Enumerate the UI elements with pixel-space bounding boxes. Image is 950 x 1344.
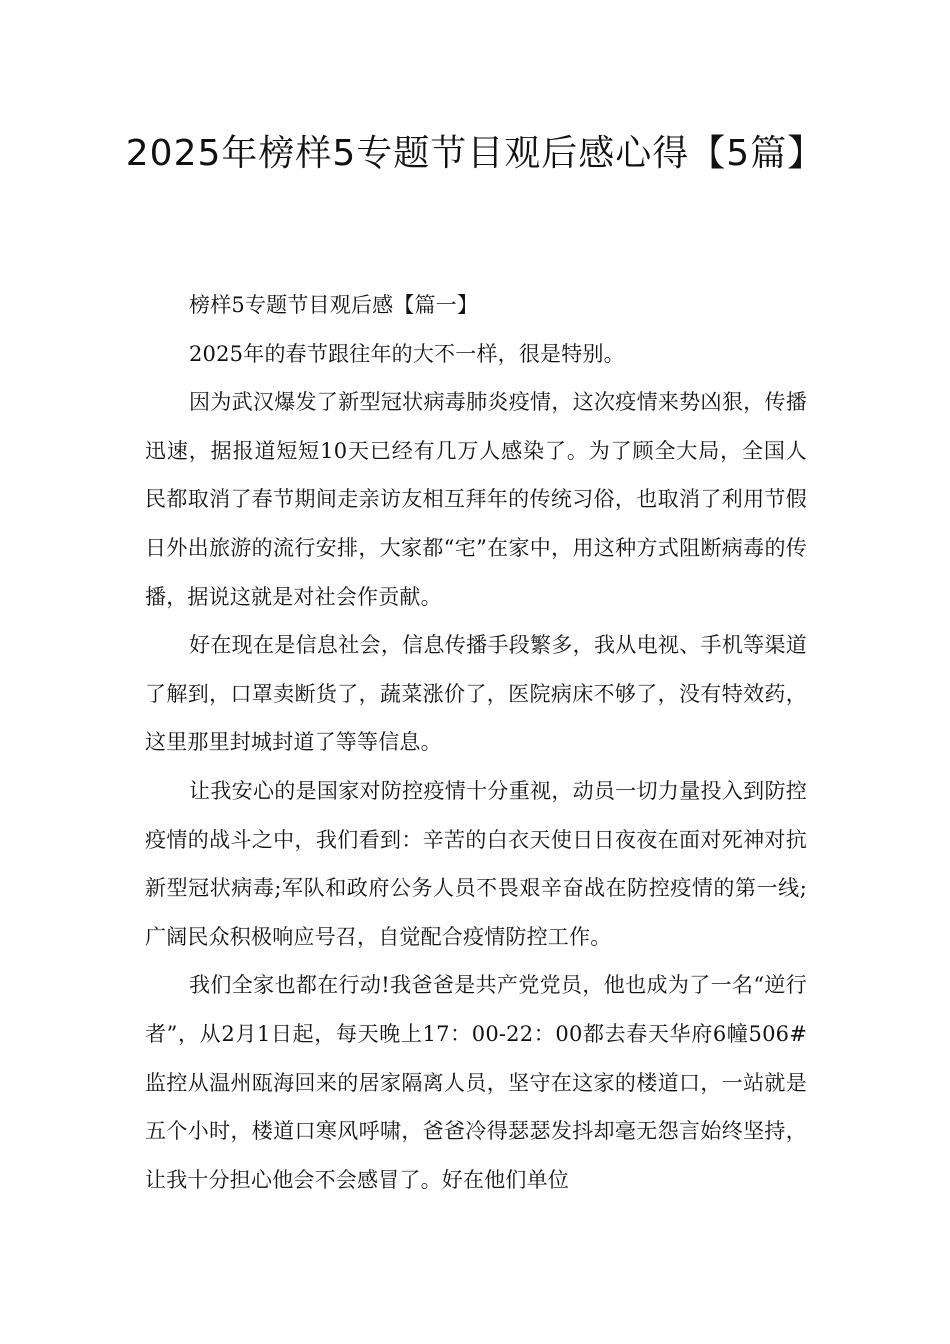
paragraph: 好在现在是信息社会，信息传播手段繁多，我从电视、手机等渠道了解到，口罩卖断货了，蔬菜涨价了，医院病床不够了，没有特效药，这里那里封城封道了等等信息。: [145, 633, 807, 755]
section-heading: 榜样5专题节目观后感【篇一】: [189, 293, 479, 317]
paragraph: 因为武汉爆发了新型冠状病毒肺炎疫情，这次疫情来势凶狠，传播迅速，据报道短短10天已经有几万人感染了。为了顾全大局，全国人民都取消了春节期间走亲访友相互拜年的传统习俗，也取消了利用节假日外出旅游的流行安排，大家都“宅”在家中，用这种方式阻断病毒的传播，据说这就是对社会作贡献。: [145, 390, 807, 609]
paragraph: 2025年的春节跟往年的大不一样，很是特别。: [189, 341, 625, 366]
document-body: [145, 281, 807, 1204]
paragraph: 我们全家也都在行动!我爸爸是共产党党员，他也成为了一名“逆行者”，从2月1日起，每天晚上17：00-22：00都去春天华府6幢506#监控从温州瓯海回来的居家隔离人员，坚守在这家的楼道口，一站就是五个小时，楼道口寒风呼啸，爸爸冷得瑟瑟发抖却毫无怨言始终坚持，让我十分担心他会不会感冒了。好在他们单位: [145, 973, 807, 1192]
document-title: 2025年榜样5专题节目观后感心得【5篇】: [125, 133, 825, 174]
paragraph: 让我安心的是国家对防控疫情十分重视，动员一切力量投入到防控疫情的战斗之中，我们看到：辛苦的白衣天使日日夜夜在面对死神对抗新型冠状病毒;军队和政府公务人员不畏艰辛奋战在防控疫情的第一线;广阔民众积极响应号召，自觉配合疫情防控工作。: [145, 778, 807, 949]
